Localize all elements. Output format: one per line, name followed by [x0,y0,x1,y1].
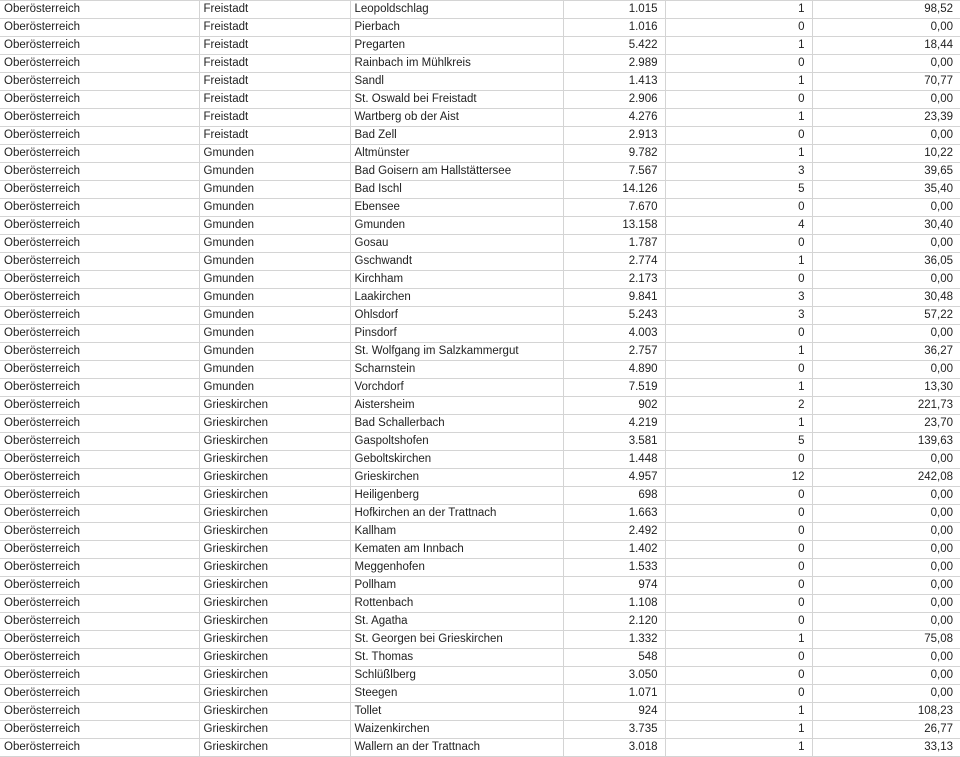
cell-count[interactable]: 0 [665,577,812,595]
cell-count[interactable]: 1 [665,343,812,361]
cell-population[interactable]: 5.243 [563,307,665,325]
cell-state[interactable]: Oberösterreich [0,433,199,451]
cell-population[interactable]: 902 [563,397,665,415]
cell-municipality[interactable]: Altmünster [350,145,563,163]
cell-count[interactable]: 5 [665,433,812,451]
table-row [0,19,960,37]
cell-municipality[interactable]: Pollham [350,577,563,595]
table-row [0,415,960,433]
cell-municipality[interactable]: St. Thomas [350,649,563,667]
cell-count[interactable]: 3 [665,163,812,181]
table-row [0,451,960,469]
cell-state[interactable]: Oberösterreich [0,739,199,757]
cell-rate[interactable]: 36,05 [812,253,960,271]
cell-municipality[interactable]: Ebensee [350,199,563,217]
cell-count[interactable]: 1 [665,37,812,55]
cell-population[interactable]: 4.890 [563,361,665,379]
cell-municipality[interactable]: Pinsdorf [350,325,563,343]
cell-population[interactable]: 924 [563,703,665,721]
cell-district[interactable]: Grieskirchen [199,739,350,757]
cell-district[interactable]: Grieskirchen [199,397,350,415]
cell-count[interactable]: 0 [665,595,812,613]
cell-population[interactable]: 1.413 [563,73,665,91]
cell-district[interactable]: Grieskirchen [199,595,350,613]
cell-rate[interactable]: 0,00 [812,361,960,379]
table-row [0,541,960,559]
cell-population[interactable]: 7.567 [563,163,665,181]
cell-municipality[interactable]: St. Georgen bei Grieskirchen [350,631,563,649]
cell-count[interactable]: 1 [665,721,812,739]
cell-population[interactable]: 1.332 [563,631,665,649]
cell-district[interactable]: Gmunden [199,199,350,217]
table-row [0,127,960,145]
cell-district[interactable]: Grieskirchen [199,559,350,577]
cell-population[interactable]: 2.173 [563,271,665,289]
cell-district[interactable]: Gmunden [199,145,350,163]
cell-count[interactable]: 0 [665,325,812,343]
cell-district[interactable]: Freistadt [199,1,350,19]
cell-state[interactable]: Oberösterreich [0,73,199,91]
cell-count[interactable]: 1 [665,379,812,397]
cell-count[interactable]: 0 [665,559,812,577]
cell-rate[interactable]: 0,00 [812,235,960,253]
cell-municipality[interactable]: Leopoldschlag [350,1,563,19]
cell-population[interactable]: 9.841 [563,289,665,307]
cell-municipality[interactable]: St. Agatha [350,613,563,631]
cell-count[interactable]: 3 [665,289,812,307]
cell-district[interactable]: Gmunden [199,253,350,271]
cell-district[interactable]: Grieskirchen [199,685,350,703]
cell-district[interactable]: Grieskirchen [199,415,350,433]
table-row [0,379,960,397]
table-row [0,361,960,379]
cell-district[interactable]: Gmunden [199,379,350,397]
cell-rate[interactable]: 0,00 [812,523,960,541]
cell-state[interactable]: Oberösterreich [0,325,199,343]
cell-district[interactable]: Grieskirchen [199,577,350,595]
cell-municipality[interactable]: Aistersheim [350,397,563,415]
cell-municipality[interactable]: Wallern an der Trattnach [350,739,563,757]
table-row [0,559,960,577]
cell-district[interactable]: Grieskirchen [199,469,350,487]
table-row [0,91,960,109]
cell-state[interactable]: Oberösterreich [0,1,199,19]
cell-municipality[interactable]: Grieskirchen [350,469,563,487]
cell-count[interactable]: 0 [665,127,812,145]
table-row [0,235,960,253]
cell-rate[interactable]: 0,00 [812,613,960,631]
cell-municipality[interactable]: St. Wolfgang im Salzkammergut [350,343,563,361]
cell-population[interactable]: 2.906 [563,91,665,109]
cell-municipality[interactable]: Ohlsdorf [350,307,563,325]
cell-municipality[interactable]: Gmunden [350,217,563,235]
cell-district[interactable]: Gmunden [199,271,350,289]
cell-count[interactable]: 0 [665,361,812,379]
table-row [0,721,960,739]
cell-rate[interactable]: 39,65 [812,163,960,181]
cell-count[interactable]: 1 [665,109,812,127]
table-row [0,199,960,217]
cell-population[interactable]: 2.120 [563,613,665,631]
cell-rate[interactable]: 30,40 [812,217,960,235]
cell-municipality[interactable]: Rottenbach [350,595,563,613]
cell-state[interactable]: Oberösterreich [0,667,199,685]
cell-municipality[interactable]: Tollet [350,703,563,721]
cell-state[interactable]: Oberösterreich [0,703,199,721]
table-body [0,1,960,757]
cell-district[interactable]: Gmunden [199,361,350,379]
cell-municipality[interactable]: Schlüßlberg [350,667,563,685]
table-row [0,505,960,523]
cell-rate[interactable]: 26,77 [812,721,960,739]
cell-population[interactable]: 1.015 [563,1,665,19]
table-row [0,469,960,487]
table-row [0,37,960,55]
cell-municipality[interactable]: Kematen am Innbach [350,541,563,559]
cell-state[interactable]: Oberösterreich [0,253,199,271]
cell-district[interactable]: Grieskirchen [199,541,350,559]
cell-state[interactable]: Oberösterreich [0,577,199,595]
cell-state[interactable]: Oberösterreich [0,451,199,469]
cell-municipality[interactable]: Bad Goisern am Hallstättersee [350,163,563,181]
cell-state[interactable]: Oberösterreich [0,649,199,667]
cell-state[interactable]: Oberösterreich [0,721,199,739]
cell-state[interactable]: Oberösterreich [0,217,199,235]
cell-population[interactable]: 7.670 [563,199,665,217]
cell-population[interactable]: 1.448 [563,451,665,469]
table-row [0,145,960,163]
cell-population[interactable]: 5.422 [563,37,665,55]
cell-state[interactable]: Oberösterreich [0,199,199,217]
cell-municipality[interactable]: Heiligenberg [350,487,563,505]
cell-rate[interactable]: 33,13 [812,739,960,757]
cell-state[interactable]: Oberösterreich [0,19,199,37]
cell-population[interactable]: 4.003 [563,325,665,343]
cell-state[interactable]: Oberösterreich [0,163,199,181]
cell-population[interactable]: 4.219 [563,415,665,433]
cell-count[interactable]: 0 [665,55,812,73]
cell-rate[interactable]: 242,08 [812,469,960,487]
cell-count[interactable]: 0 [665,667,812,685]
table-row [0,433,960,451]
cell-rate[interactable]: 0,00 [812,199,960,217]
cell-count[interactable]: 4 [665,217,812,235]
cell-count[interactable]: 0 [665,541,812,559]
cell-count[interactable]: 2 [665,397,812,415]
table-row [0,397,960,415]
cell-district[interactable]: Grieskirchen [199,523,350,541]
cell-district[interactable]: Grieskirchen [199,433,350,451]
cell-municipality[interactable]: Steegen [350,685,563,703]
cell-population[interactable]: 2.913 [563,127,665,145]
cell-district[interactable]: Freistadt [199,37,350,55]
cell-state[interactable]: Oberösterreich [0,523,199,541]
cell-district[interactable]: Freistadt [199,109,350,127]
cell-municipality[interactable]: Sandl [350,73,563,91]
cell-state[interactable]: Oberösterreich [0,397,199,415]
cell-state[interactable]: Oberösterreich [0,685,199,703]
cell-state[interactable]: Oberösterreich [0,559,199,577]
cell-population[interactable]: 974 [563,577,665,595]
table-row [0,649,960,667]
cell-rate[interactable]: 75,08 [812,631,960,649]
cell-municipality[interactable]: Vorchdorf [350,379,563,397]
table-row [0,343,960,361]
cell-count[interactable]: 0 [665,487,812,505]
cell-district[interactable]: Freistadt [199,127,350,145]
cell-count[interactable]: 0 [665,19,812,37]
cell-rate[interactable]: 13,30 [812,379,960,397]
cell-population[interactable]: 3.581 [563,433,665,451]
cell-district[interactable]: Gmunden [199,235,350,253]
cell-rate[interactable]: 57,22 [812,307,960,325]
cell-municipality[interactable]: Bad Zell [350,127,563,145]
cell-state[interactable]: Oberösterreich [0,109,199,127]
cell-population[interactable]: 13.158 [563,217,665,235]
table-row [0,703,960,721]
cell-count[interactable]: 0 [665,523,812,541]
cell-rate[interactable]: 0,00 [812,649,960,667]
cell-state[interactable]: Oberösterreich [0,505,199,523]
cell-state[interactable]: Oberösterreich [0,379,199,397]
cell-population[interactable]: 1.402 [563,541,665,559]
table-row [0,1,960,19]
cell-rate[interactable]: 0,00 [812,505,960,523]
cell-rate[interactable]: 0,00 [812,271,960,289]
cell-rate[interactable]: 98,52 [812,1,960,19]
cell-state[interactable]: Oberösterreich [0,541,199,559]
cell-count[interactable]: 0 [665,199,812,217]
cell-population[interactable]: 2.774 [563,253,665,271]
cell-district[interactable]: Gmunden [199,343,350,361]
cell-rate[interactable]: 139,63 [812,433,960,451]
cell-state[interactable]: Oberösterreich [0,289,199,307]
cell-district[interactable]: Gmunden [199,181,350,199]
cell-rate[interactable]: 0,00 [812,487,960,505]
table-row [0,181,960,199]
table-row [0,289,960,307]
cell-municipality[interactable]: Waizenkirchen [350,721,563,739]
cell-population[interactable]: 1.663 [563,505,665,523]
cell-population[interactable]: 3.735 [563,721,665,739]
cell-municipality[interactable]: Wartberg ob der Aist [350,109,563,127]
cell-district[interactable]: Grieskirchen [199,649,350,667]
cell-municipality[interactable]: Pregarten [350,37,563,55]
cell-population[interactable]: 3.050 [563,667,665,685]
cell-municipality[interactable]: Gosau [350,235,563,253]
cell-district[interactable]: Gmunden [199,307,350,325]
cell-district[interactable]: Gmunden [199,289,350,307]
cell-state[interactable]: Oberösterreich [0,631,199,649]
cell-district[interactable]: Freistadt [199,91,350,109]
cell-district[interactable]: Grieskirchen [199,487,350,505]
cell-rate[interactable]: 70,77 [812,73,960,91]
table-row [0,595,960,613]
cell-count[interactable]: 1 [665,73,812,91]
table-row [0,325,960,343]
cell-rate[interactable]: 0,00 [812,667,960,685]
cell-district[interactable]: Grieskirchen [199,703,350,721]
cell-state[interactable]: Oberösterreich [0,37,199,55]
cell-district[interactable]: Freistadt [199,55,350,73]
cell-state[interactable]: Oberösterreich [0,145,199,163]
table-row [0,685,960,703]
cell-count[interactable]: 1 [665,415,812,433]
cell-count[interactable]: 0 [665,91,812,109]
cell-district[interactable]: Grieskirchen [199,721,350,739]
table-row [0,613,960,631]
cell-count[interactable]: 1 [665,1,812,19]
cell-rate[interactable]: 0,00 [812,559,960,577]
cell-rate[interactable]: 0,00 [812,595,960,613]
cell-rate[interactable]: 0,00 [812,55,960,73]
table-row [0,73,960,91]
cell-rate[interactable]: 108,23 [812,703,960,721]
cell-population[interactable]: 1.071 [563,685,665,703]
cell-population[interactable]: 1.787 [563,235,665,253]
cell-count[interactable]: 0 [665,685,812,703]
cell-rate[interactable]: 0,00 [812,577,960,595]
cell-municipality[interactable]: Hofkirchen an der Trattnach [350,505,563,523]
cell-rate[interactable]: 23,70 [812,415,960,433]
table-row [0,523,960,541]
cell-rate[interactable]: 23,39 [812,109,960,127]
cell-population[interactable]: 698 [563,487,665,505]
cell-municipality[interactable]: Scharnstein [350,361,563,379]
table-row [0,487,960,505]
cell-district[interactable]: Grieskirchen [199,505,350,523]
cell-municipality[interactable]: Gschwandt [350,253,563,271]
cell-rate[interactable]: 0,00 [812,685,960,703]
cell-population[interactable]: 4.276 [563,109,665,127]
cell-state[interactable]: Oberösterreich [0,613,199,631]
cell-count[interactable]: 1 [665,631,812,649]
cell-population[interactable]: 548 [563,649,665,667]
cell-district[interactable]: Grieskirchen [199,451,350,469]
cell-state[interactable]: Oberösterreich [0,127,199,145]
cell-rate[interactable]: 0,00 [812,451,960,469]
cell-rate[interactable]: 0,00 [812,127,960,145]
table-row [0,253,960,271]
cell-state[interactable]: Oberösterreich [0,595,199,613]
cell-district[interactable]: Freistadt [199,73,350,91]
table-row [0,217,960,235]
cell-state[interactable]: Oberösterreich [0,361,199,379]
cell-count[interactable]: 1 [665,253,812,271]
cell-municipality[interactable]: Pierbach [350,19,563,37]
cell-population[interactable]: 1.016 [563,19,665,37]
cell-state[interactable]: Oberösterreich [0,307,199,325]
cell-municipality[interactable]: Geboltskirchen [350,451,563,469]
table-row [0,109,960,127]
cell-count[interactable]: 1 [665,145,812,163]
table-row [0,667,960,685]
cell-population[interactable]: 2.989 [563,55,665,73]
cell-municipality[interactable]: Kallham [350,523,563,541]
cell-municipality[interactable]: Kirchham [350,271,563,289]
cell-municipality[interactable]: Rainbach im Mühlkreis [350,55,563,73]
table-row [0,307,960,325]
cell-state[interactable]: Oberösterreich [0,235,199,253]
cell-rate[interactable]: 35,40 [812,181,960,199]
cell-count[interactable]: 0 [665,235,812,253]
cell-count[interactable]: 0 [665,505,812,523]
cell-count[interactable]: 0 [665,649,812,667]
cell-state[interactable]: Oberösterreich [0,415,199,433]
cell-count[interactable]: 0 [665,451,812,469]
cell-municipality[interactable]: Gaspoltshofen [350,433,563,451]
cell-population[interactable]: 1.533 [563,559,665,577]
table-row [0,271,960,289]
cell-rate[interactable]: 0,00 [812,325,960,343]
cell-count[interactable]: 0 [665,613,812,631]
cell-count[interactable]: 1 [665,703,812,721]
table-row [0,55,960,73]
table-row [0,739,960,757]
cell-district[interactable]: Gmunden [199,325,350,343]
cell-district[interactable]: Grieskirchen [199,631,350,649]
cell-population[interactable]: 9.782 [563,145,665,163]
cell-municipality[interactable]: Meggenhofen [350,559,563,577]
table-row [0,163,960,181]
cell-population[interactable]: 7.519 [563,379,665,397]
cell-rate[interactable]: 18,44 [812,37,960,55]
cell-state[interactable]: Oberösterreich [0,487,199,505]
cell-rate[interactable]: 0,00 [812,541,960,559]
cell-municipality[interactable]: Bad Ischl [350,181,563,199]
cell-state[interactable]: Oberösterreich [0,55,199,73]
cell-district[interactable]: Gmunden [199,163,350,181]
cell-municipality[interactable]: St. Oswald bei Freistadt [350,91,563,109]
cell-district[interactable]: Grieskirchen [199,613,350,631]
cell-state[interactable]: Oberösterreich [0,271,199,289]
cell-district[interactable]: Gmunden [199,217,350,235]
cell-count[interactable]: 5 [665,181,812,199]
cell-population[interactable]: 2.492 [563,523,665,541]
cell-state[interactable]: Oberösterreich [0,343,199,361]
cell-count[interactable]: 12 [665,469,812,487]
cell-rate[interactable]: 30,48 [812,289,960,307]
cell-state[interactable]: Oberösterreich [0,181,199,199]
cell-rate[interactable]: 10,22 [812,145,960,163]
table-row [0,631,960,649]
cell-rate[interactable]: 0,00 [812,91,960,109]
cell-district[interactable]: Grieskirchen [199,667,350,685]
cell-population[interactable]: 3.018 [563,739,665,757]
cell-district[interactable]: Freistadt [199,19,350,37]
cell-rate[interactable]: 221,73 [812,397,960,415]
cell-municipality[interactable]: Bad Schallerbach [350,415,563,433]
cell-rate[interactable]: 0,00 [812,19,960,37]
table-row [0,577,960,595]
cell-population[interactable]: 4.957 [563,469,665,487]
cell-municipality[interactable]: Laakirchen [350,289,563,307]
cell-count[interactable]: 0 [665,271,812,289]
cell-count[interactable]: 3 [665,307,812,325]
cell-population[interactable]: 14.126 [563,181,665,199]
cell-state[interactable]: Oberösterreich [0,469,199,487]
cell-count[interactable]: 1 [665,739,812,757]
cell-population[interactable]: 2.757 [563,343,665,361]
cell-state[interactable]: Oberösterreich [0,91,199,109]
cell-rate[interactable]: 36,27 [812,343,960,361]
cell-population[interactable]: 1.108 [563,595,665,613]
